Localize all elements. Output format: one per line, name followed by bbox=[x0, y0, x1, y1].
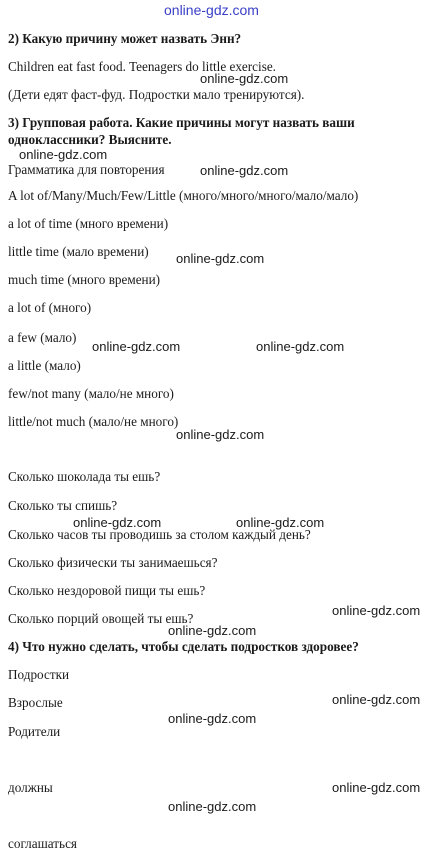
watermark: online-gdz.com bbox=[332, 692, 421, 707]
question-item: Сколько шоколада ты ешь? bbox=[8, 469, 161, 484]
watermark: online-gdz.com bbox=[176, 251, 265, 266]
watermark: online-gdz.com bbox=[176, 427, 265, 442]
question-3-heading: 3) Групповая работа. Какие причины могут назвать ваши bbox=[8, 115, 355, 130]
question-item: Сколько физически ты занимаешься? bbox=[8, 555, 218, 570]
watermark: online-gdz.com bbox=[168, 623, 257, 638]
grammar-item: little time (мало времени) bbox=[8, 244, 149, 259]
watermark: online-gdz.com bbox=[164, 2, 259, 18]
grammar-item: a lot of time (много времени) bbox=[8, 216, 169, 231]
watermark: online-gdz.com bbox=[168, 711, 257, 726]
grammar-item: few/not many (мало/не много) bbox=[8, 386, 174, 401]
question-2-heading: 2) Какую причину может назвать Энн? bbox=[8, 31, 242, 46]
question-item: Сколько часов ты проводишь за столом каждый день? bbox=[8, 527, 311, 542]
watermark: online-gdz.com bbox=[236, 515, 325, 530]
grammar-item: a lot of (много) bbox=[8, 300, 92, 315]
question-3-heading-cont: одноклассники? Выясните. bbox=[8, 132, 172, 147]
question-item: Сколько ты спишь? bbox=[8, 498, 118, 513]
verb-item: соглашаться bbox=[8, 836, 77, 851]
question-4-heading: 4) Что нужно сделать, чтобы сделать подростков здоровее? bbox=[8, 639, 359, 654]
question-item: Сколько порций овощей ты ешь? bbox=[8, 611, 194, 626]
grammar-item: little/not much (мало/не много) bbox=[8, 414, 179, 429]
question-item: Сколько нездоровой пищи ты ешь? bbox=[8, 583, 206, 598]
grammar-item: much time (много времени) bbox=[8, 272, 161, 287]
watermark: online-gdz.com bbox=[92, 339, 181, 354]
grammar-item: a little (мало) bbox=[8, 358, 81, 373]
subject-item: Подростки bbox=[8, 667, 70, 682]
grammar-item: A lot of/Many/Much/Few/Little (много/много/много/мало/мало) bbox=[8, 188, 359, 203]
watermark: online-gdz.com bbox=[332, 780, 421, 795]
watermark: online-gdz.com bbox=[332, 603, 421, 618]
modal-verb: должны bbox=[8, 780, 53, 795]
watermark: online-gdz.com bbox=[200, 163, 289, 178]
watermark: online-gdz.com bbox=[19, 147, 108, 162]
subject-item: Родители bbox=[8, 724, 61, 739]
watermark: online-gdz.com bbox=[256, 339, 345, 354]
grammar-item: a few (мало) bbox=[8, 330, 77, 345]
subject-item: Взрослые bbox=[8, 695, 63, 710]
answer-russian: (Дети едят фаст-фуд. Подростки мало тренируются). bbox=[8, 87, 305, 102]
answer-english: Children eat fast food. Teenagers do little exercise. bbox=[8, 59, 276, 74]
watermark: online-gdz.com bbox=[200, 71, 289, 86]
grammar-title: Грамматика для повторения bbox=[8, 162, 165, 177]
watermark: online-gdz.com bbox=[73, 515, 162, 530]
watermark: online-gdz.com bbox=[168, 799, 257, 814]
